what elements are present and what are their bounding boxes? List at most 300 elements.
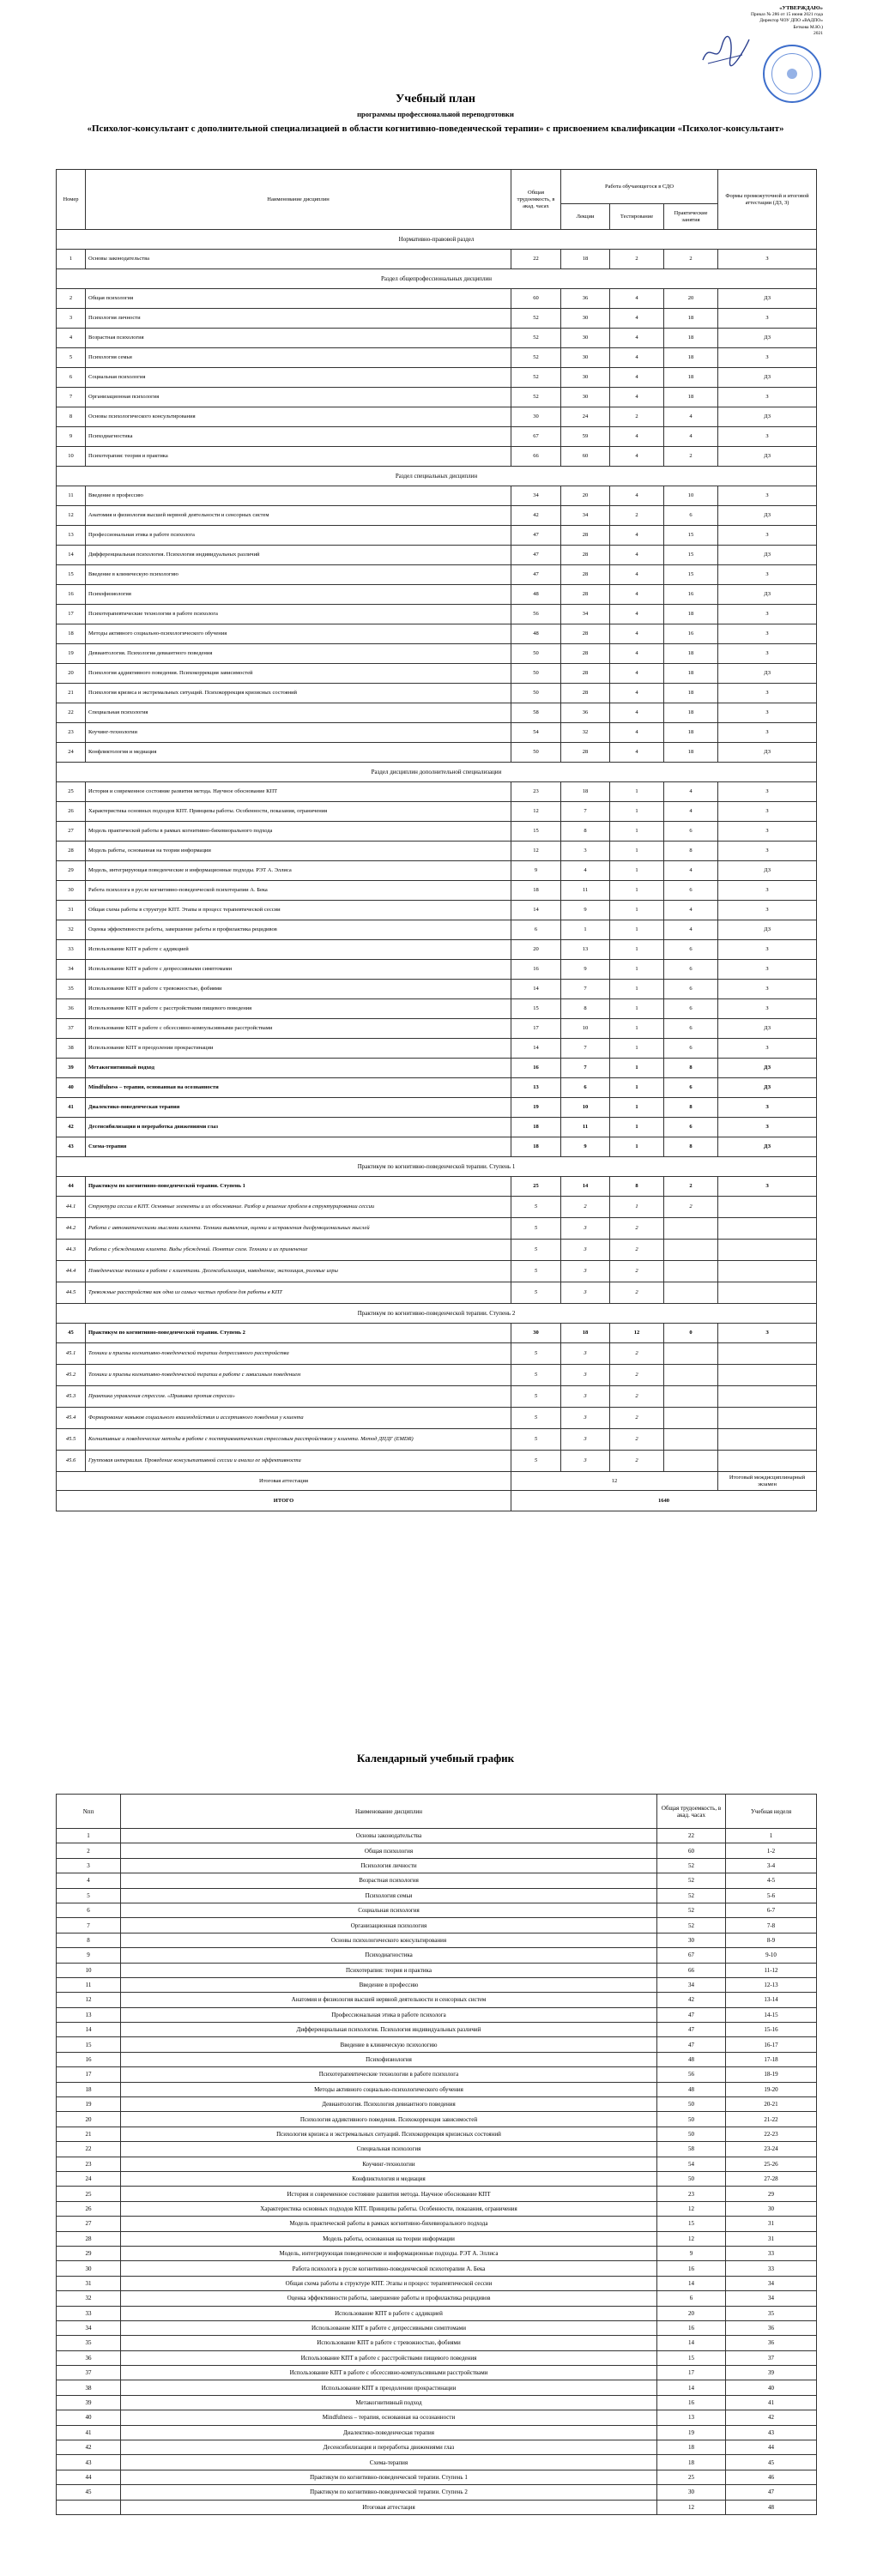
row-hours: 18	[511, 1118, 561, 1137]
row-practice: 18	[664, 329, 718, 348]
sched-hours: 30	[657, 2485, 726, 2500]
sched-discipline: Анатомия и физиология высшей нервной деятельности и сенсорных систем	[121, 1993, 657, 2007]
sched-num: 13	[57, 2007, 121, 2022]
row-practice	[664, 1451, 718, 1472]
schedule-row	[57, 2500, 817, 2514]
row-lectures: 7	[561, 1039, 610, 1059]
sched-num: 24	[57, 2171, 121, 2186]
row-testing: 4	[610, 526, 664, 546]
row-form	[718, 1408, 817, 1429]
row-hours: 12	[511, 802, 561, 822]
row-testing: 4	[610, 565, 664, 585]
table-row	[57, 348, 817, 368]
sched-week: 34	[726, 2291, 817, 2306]
row-discipline: Девиантология. Психология девиантного поведения	[86, 644, 511, 664]
row-number: 45.3	[57, 1386, 86, 1408]
sched-num: 33	[57, 2306, 121, 2320]
schedule-row	[57, 2142, 817, 2157]
sched-num	[57, 2500, 121, 2514]
row-practice	[664, 1343, 718, 1365]
table-row	[57, 1240, 817, 1261]
row-form: З	[718, 881, 817, 901]
row-practice: 2	[664, 447, 718, 467]
sched-num: 18	[57, 2082, 121, 2096]
row-testing: 1	[610, 861, 664, 881]
schedule-row	[57, 1873, 817, 1888]
sched-discipline: Дифференциальная психология. Психология индивидуальных различий	[121, 2023, 657, 2037]
sched-num: 19	[57, 2097, 121, 2112]
row-number: 20	[57, 664, 86, 684]
schedule-row	[57, 2231, 817, 2246]
row-testing: 1	[610, 1039, 664, 1059]
row-hours: 15	[511, 822, 561, 842]
sched-num: 17	[57, 2067, 121, 2082]
sched-col-weeks: Учебная неделя	[726, 1795, 817, 1829]
row-practice: 6	[664, 999, 718, 1019]
row-testing: 1	[610, 940, 664, 960]
row-discipline: Основы психологического консультирования	[86, 407, 511, 427]
row-testing: 2	[610, 250, 664, 269]
section-title: Практикум по когнитивно-поведенческой терапии. Ступень 1	[57, 1157, 817, 1177]
sched-discipline: Основы психологического консультирования	[121, 1933, 657, 1947]
table-row	[57, 1218, 817, 1240]
sched-week: 37	[726, 2350, 817, 2365]
table-row	[57, 407, 817, 427]
row-practice: 10	[664, 486, 718, 506]
schedule-row	[57, 2201, 817, 2216]
sched-hours: 67	[657, 1948, 726, 1963]
row-discipline: Практика управления стрессом. «Прививка против стресса»	[86, 1386, 511, 1408]
sched-discipline: История и современное состояние развития метода. Научное обоснование КПТ	[121, 2187, 657, 2201]
row-practice: 4	[664, 802, 718, 822]
row-number: 3	[57, 309, 86, 329]
row-practice: 18	[664, 309, 718, 329]
row-hours: 23	[511, 782, 561, 802]
row-form: З	[718, 348, 817, 368]
schedule-row	[57, 2336, 817, 2350]
row-practice: 18	[664, 605, 718, 624]
sched-num: 4	[57, 1873, 121, 1888]
schedule-row	[57, 1977, 817, 1992]
sched-discipline: Работа психолога в русле когнитивно-поведенческой психотерапии А. Бека	[121, 2261, 657, 2276]
row-lectures: 28	[561, 743, 610, 763]
row-number: 15	[57, 565, 86, 585]
sched-num: 16	[57, 2052, 121, 2066]
row-number: 33	[57, 940, 86, 960]
sched-col-hours: Общая трудоемкость, в акад. часах	[657, 1795, 726, 1829]
row-lectures: 8	[561, 999, 610, 1019]
row-testing: 4	[610, 309, 664, 329]
row-number: 12	[57, 506, 86, 526]
section-row	[57, 269, 817, 289]
table-row	[57, 506, 817, 526]
sched-hours: 23	[657, 2187, 726, 2201]
sched-num: 3	[57, 1858, 121, 1873]
row-testing: 4	[610, 388, 664, 407]
row-number: 42	[57, 1118, 86, 1137]
row-hours: 56	[511, 605, 561, 624]
row-practice: 2	[664, 1197, 718, 1218]
sched-hours: 14	[657, 2276, 726, 2290]
table-row	[57, 329, 817, 348]
row-lectures: 4	[561, 861, 610, 881]
row-form: З	[718, 250, 817, 269]
row-number: 11	[57, 486, 86, 506]
row-number: 17	[57, 605, 86, 624]
schedule-row	[57, 1829, 817, 1843]
row-discipline: Модель, интегрирующая поведенческие и информационные подходы. РЭТ А. Эллиса	[86, 861, 511, 881]
row-testing: 2	[610, 1282, 664, 1304]
row-hours: 50	[511, 743, 561, 763]
sched-discipline: Модель работы, основанная на теории информации	[121, 2231, 657, 2246]
row-discipline: Общая психология	[86, 289, 511, 309]
sched-discipline: Общая схема работы в структуре КПТ. Этапы и процесс терапевтической сессии	[121, 2276, 657, 2290]
row-form: ДЗ	[718, 407, 817, 427]
table-row	[57, 624, 817, 644]
row-hours: 47	[511, 526, 561, 546]
row-lectures: 30	[561, 368, 610, 388]
row-discipline: Коучинг-технологии	[86, 723, 511, 743]
row-testing: 4	[610, 644, 664, 664]
row-discipline: Психотерапевтические технологии в работе психолога	[86, 605, 511, 624]
schedule-row	[57, 2052, 817, 2066]
table-row	[57, 1324, 817, 1343]
sched-num: 10	[57, 1963, 121, 1977]
row-form: З	[718, 486, 817, 506]
row-testing: 4	[610, 605, 664, 624]
sched-discipline: Девиантология. Психология девиантного поведения	[121, 2097, 657, 2112]
table-row	[57, 289, 817, 309]
sched-hours: 6	[657, 2291, 726, 2306]
row-testing: 2	[610, 1240, 664, 1261]
sched-week: 7-8	[726, 1918, 817, 1933]
row-lectures: 34	[561, 605, 610, 624]
sched-week: 8-9	[726, 1933, 817, 1947]
sched-num: 11	[57, 1977, 121, 1992]
sched-hours: 52	[657, 1918, 726, 1933]
row-discipline: Основы законодательства	[86, 250, 511, 269]
row-lectures: 3	[561, 1429, 610, 1451]
row-practice: 18	[664, 644, 718, 664]
sched-week: 39	[726, 2366, 817, 2380]
row-discipline: Характеристика основных подходов КПТ. Принципы работы. Особенности, показания, ограничения	[86, 802, 511, 822]
table-row	[57, 1451, 817, 1472]
row-number: 2	[57, 289, 86, 309]
sched-discipline: Психотерапевтические технологии в работе психолога	[121, 2067, 657, 2082]
row-form: З	[718, 644, 817, 664]
row-testing: 4	[610, 289, 664, 309]
row-lectures: 18	[561, 782, 610, 802]
row-practice: 6	[664, 1039, 718, 1059]
row-discipline: Конфликтология и медиация	[86, 743, 511, 763]
row-testing: 2	[610, 1386, 664, 1408]
sched-discipline: Психофизиология	[121, 2052, 657, 2066]
sched-week: 17-18	[726, 2052, 817, 2066]
row-number: 23	[57, 723, 86, 743]
row-hours: 30	[511, 1324, 561, 1343]
row-practice: 8	[664, 1098, 718, 1118]
sched-num: 2	[57, 1843, 121, 1858]
sched-week: 20-21	[726, 2097, 817, 2112]
row-number: 27	[57, 822, 86, 842]
sched-num: 6	[57, 1903, 121, 1917]
row-discipline: Организационная психология	[86, 388, 511, 407]
row-testing: 12	[610, 1324, 664, 1343]
row-testing: 1	[610, 901, 664, 920]
row-lectures: 3	[561, 1386, 610, 1408]
sched-hours: 14	[657, 2336, 726, 2350]
row-testing: 4	[610, 723, 664, 743]
col-name-header: Наименование дисциплин	[86, 170, 511, 230]
row-lectures: 28	[561, 664, 610, 684]
row-form: З	[718, 842, 817, 861]
signature-image	[699, 34, 751, 69]
row-number: 43	[57, 1137, 86, 1157]
sched-discipline: Профессиональная этика в работе психолога	[121, 2007, 657, 2022]
row-form: ДЗ	[718, 743, 817, 763]
sched-week: 36	[726, 2336, 817, 2350]
table-row	[57, 427, 817, 447]
schedule-row	[57, 1948, 817, 1963]
row-practice: 18	[664, 743, 718, 763]
sched-hours: 25	[657, 2470, 726, 2484]
sched-discipline: Специальная психология	[121, 2142, 657, 2157]
row-testing: 1	[610, 822, 664, 842]
sched-discipline: Конфликтология и медиация	[121, 2171, 657, 2186]
row-lectures: 18	[561, 1324, 610, 1343]
row-discipline: Специальная психология	[86, 703, 511, 723]
sched-week: 45	[726, 2455, 817, 2470]
sched-week: 14-15	[726, 2007, 817, 2022]
row-practice: 4	[664, 407, 718, 427]
sched-num: 7	[57, 1918, 121, 1933]
sched-hours: 9	[657, 2246, 726, 2260]
row-lectures: 3	[561, 1365, 610, 1386]
sched-week: 34	[726, 2276, 817, 2290]
row-testing: 2	[610, 506, 664, 526]
sched-week: 3-4	[726, 1858, 817, 1873]
sched-discipline: Психология аддиктивного поведения. Психокоррекция зависимостей	[121, 2112, 657, 2127]
row-lectures: 8	[561, 822, 610, 842]
row-form: ДЗ	[718, 664, 817, 684]
sched-num: 41	[57, 2425, 121, 2440]
section-row	[57, 230, 817, 250]
page-subtitle: программы профессиональной переподготовки	[357, 110, 514, 118]
row-form	[718, 1240, 817, 1261]
table-row	[57, 1282, 817, 1304]
row-hours: 5	[511, 1240, 561, 1261]
row-hours: 48	[511, 585, 561, 605]
row-lectures: 28	[561, 526, 610, 546]
row-testing: 4	[610, 427, 664, 447]
row-number: 21	[57, 684, 86, 703]
row-number: 38	[57, 1039, 86, 1059]
total-label: ИТОГО	[57, 1491, 511, 1511]
row-practice: 2	[664, 250, 718, 269]
row-hours: 50	[511, 644, 561, 664]
table-row	[57, 1098, 817, 1118]
row-lectures: 3	[561, 1343, 610, 1365]
table-row	[57, 486, 817, 506]
row-number: 36	[57, 999, 86, 1019]
row-practice: 18	[664, 703, 718, 723]
sched-hours: 14	[657, 2380, 726, 2395]
row-discipline: Работа с автоматическими мыслями клиента. Техники выявления, оценки и исправления дисфункциональных мыслей	[86, 1218, 511, 1240]
row-practice: 6	[664, 881, 718, 901]
schedule-row	[57, 2440, 817, 2455]
row-number: 44.2	[57, 1218, 86, 1240]
row-discipline: Психофизиология	[86, 585, 511, 605]
row-lectures: 10	[561, 1019, 610, 1039]
row-lectures: 3	[561, 842, 610, 861]
row-discipline: Десенсибилизация и переработка движениями глаз	[86, 1118, 511, 1137]
row-lectures: 59	[561, 427, 610, 447]
row-form: З	[718, 1118, 817, 1137]
row-discipline: Социальная психология	[86, 368, 511, 388]
table-row	[57, 1429, 817, 1451]
row-discipline: Анатомия и физиология высшей нервной деятельности и сенсорных систем	[86, 506, 511, 526]
row-testing: 1	[610, 1118, 664, 1137]
sched-week: 29	[726, 2187, 817, 2201]
row-hours: 14	[511, 1039, 561, 1059]
sched-num: 31	[57, 2276, 121, 2290]
sched-discipline: Использование КПТ в работе с аддикцией	[121, 2306, 657, 2320]
table-row	[57, 1197, 817, 1218]
row-testing: 8	[610, 1177, 664, 1197]
schedule-row	[57, 2306, 817, 2320]
curriculum-table	[56, 169, 817, 1511]
row-discipline: Структура сессии в КПТ. Основные элементы и их обоснование. Разбор и решение проблем в структурировании сессии	[86, 1197, 511, 1218]
row-hours: 5	[511, 1365, 561, 1386]
row-lectures: 18	[561, 250, 610, 269]
row-form: З	[718, 565, 817, 585]
row-testing: 2	[610, 1261, 664, 1282]
row-form: ДЗ	[718, 585, 817, 605]
row-discipline: Модель работы, основанная на теории информации	[86, 842, 511, 861]
row-lectures: 10	[561, 1098, 610, 1118]
row-practice: 15	[664, 546, 718, 565]
table-row	[57, 861, 817, 881]
row-practice: 6	[664, 1019, 718, 1039]
row-hours: 20	[511, 940, 561, 960]
row-hours: 34	[511, 486, 561, 506]
row-number: 45.4	[57, 1408, 86, 1429]
sched-discipline: Основы законодательства	[121, 1829, 657, 1843]
total-hours: 1640	[511, 1491, 817, 1511]
row-number: 44.5	[57, 1282, 86, 1304]
schedule-row	[57, 2007, 817, 2022]
sched-hours: 47	[657, 2023, 726, 2037]
row-form: ДЗ	[718, 920, 817, 940]
table-row	[57, 585, 817, 605]
row-number: 40	[57, 1078, 86, 1098]
row-hours: 13	[511, 1078, 561, 1098]
sched-hours: 12	[657, 2500, 726, 2514]
table-row	[57, 684, 817, 703]
row-form: З	[718, 999, 817, 1019]
table-row	[57, 368, 817, 388]
sched-week: 16-17	[726, 2037, 817, 2052]
row-practice	[664, 1429, 718, 1451]
row-form: ДЗ	[718, 861, 817, 881]
section-title: Раздел общепрофессиональных дисциплин	[57, 269, 817, 289]
row-form: З	[718, 605, 817, 624]
row-discipline: Общая схема работы в структуре КПТ. Этапы и процесс терапевтической сессии	[86, 901, 511, 920]
row-discipline: Работа психолога в русле когнитивно-поведенческой психотерапии А. Бека	[86, 881, 511, 901]
sched-discipline: Психотерапия: теория и практика	[121, 1963, 657, 1977]
table-row	[57, 605, 817, 624]
sched-num: 25	[57, 2187, 121, 2201]
row-testing: 1	[610, 881, 664, 901]
program-title: «Психолог-консультант с дополнительной специализацией в области когнитивно-поведенческой терапии» с присвоением квалификации «Психолог-консультант»	[87, 124, 784, 134]
row-lectures: 30	[561, 329, 610, 348]
sched-discipline: Использование КПТ в работе с обсессивно-компульсивными расстройствами	[121, 2366, 657, 2380]
row-form: З	[718, 427, 817, 447]
row-number: 32	[57, 920, 86, 940]
sched-num: 14	[57, 2023, 121, 2037]
row-practice: 4	[664, 782, 718, 802]
sched-hours: 16	[657, 2261, 726, 2276]
row-practice: 16	[664, 585, 718, 605]
row-practice: 2	[664, 1177, 718, 1197]
col-sdo-header: Работа обучающегося в СДО	[561, 170, 718, 204]
row-form: ДЗ	[718, 1059, 817, 1078]
final-exam-form: Итоговый междисциплинарный экзамен	[718, 1472, 817, 1491]
row-discipline: Психология кризиса и экстремальных ситуаций. Психокоррекция кризисных состояний	[86, 684, 511, 703]
sched-discipline: Психология личности	[121, 1858, 657, 1873]
final-exam-label: Итоговая аттестация	[57, 1472, 511, 1491]
row-testing: 4	[610, 743, 664, 763]
sched-hours: 15	[657, 2350, 726, 2365]
sched-num: 30	[57, 2261, 121, 2276]
row-practice: 18	[664, 368, 718, 388]
row-lectures: 30	[561, 348, 610, 368]
schedule-row	[57, 2082, 817, 2096]
table-row	[57, 1039, 817, 1059]
row-number: 18	[57, 624, 86, 644]
row-form: З	[718, 684, 817, 703]
row-practice: 6	[664, 980, 718, 999]
row-form: З	[718, 802, 817, 822]
row-testing: 4	[610, 703, 664, 723]
row-number: 30	[57, 881, 86, 901]
schedule-row	[57, 2380, 817, 2395]
sched-num: 44	[57, 2470, 121, 2484]
sched-hours: 56	[657, 2067, 726, 2082]
schedule-row	[57, 2097, 817, 2112]
row-hours: 50	[511, 684, 561, 703]
row-discipline: Метакогнитивный подход	[86, 1059, 511, 1078]
row-lectures: 3	[561, 1218, 610, 1240]
final-exam-hours: 12	[511, 1472, 718, 1491]
row-form: З	[718, 980, 817, 999]
page-title: Учебный план	[396, 93, 475, 106]
row-practice: 6	[664, 506, 718, 526]
row-testing: 1	[610, 1137, 664, 1157]
row-hours: 5	[511, 1218, 561, 1240]
row-practice: 18	[664, 388, 718, 407]
row-number: 44.1	[57, 1197, 86, 1218]
row-hours: 52	[511, 329, 561, 348]
sched-num: 45	[57, 2485, 121, 2500]
row-discipline: Работа с убеждениями клиента. Виды убеждений. Понятие схем. Техники и их применение	[86, 1240, 511, 1261]
row-number: 37	[57, 1019, 86, 1039]
sched-hours: 13	[657, 2410, 726, 2425]
sched-discipline: Возрастная психология	[121, 1873, 657, 1888]
sched-week: 33	[726, 2246, 817, 2260]
row-discipline: Введение в профессию	[86, 486, 511, 506]
row-hours: 16	[511, 1059, 561, 1078]
